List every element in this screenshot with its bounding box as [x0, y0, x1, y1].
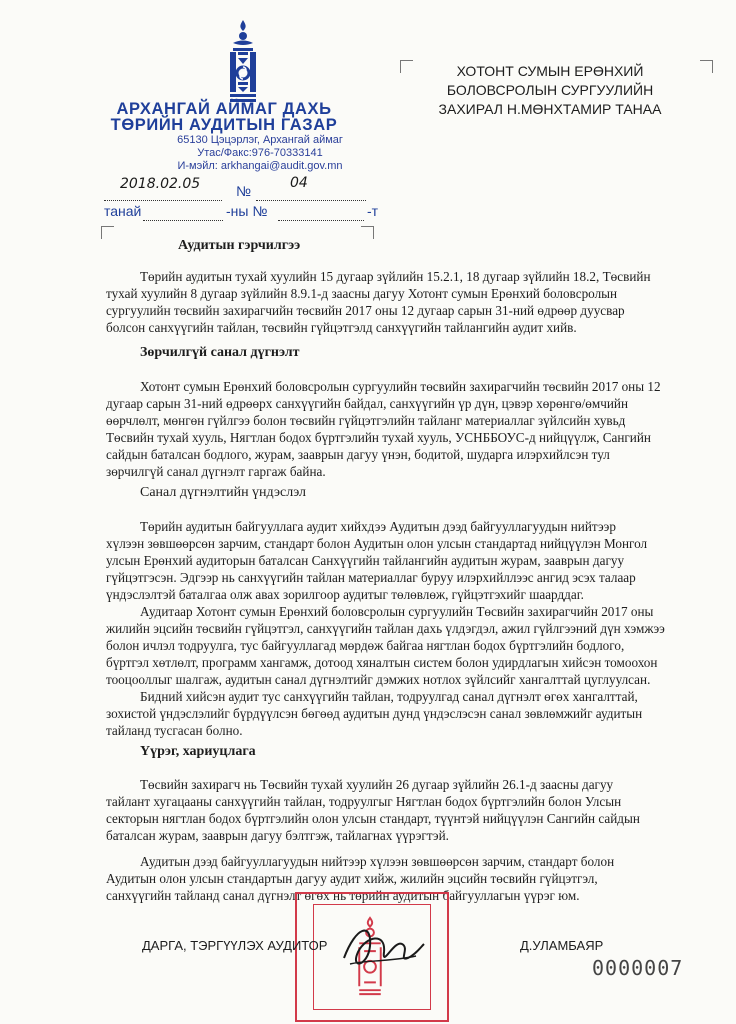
section2-heading: Санал дүгнэлтийн үндэслэл: [140, 485, 306, 500]
section3-heading: Үүрэг, хариуцлага: [140, 744, 256, 759]
section3a-paragraph: [106, 776, 678, 844]
section2a-line: улсын Ерөнхий аудиторын баталсан Санхүүгийн тайлангийн аудитын журам, зааврын дагуу: [106, 553, 625, 568]
section1-line: сайдын баталсан бодлого, журам, зааврын дагуу үнэн, бодитой, шударга илэрхийлсэн тул: [106, 447, 610, 462]
signatory-position: ДАРГА, ТЭРГҮҮЛЭХ АУДИТОР: [142, 938, 328, 953]
ref-suffix: -т: [367, 203, 379, 219]
intro-line: Төрийн аудитын тухай хуулийн 15 дугаар зүйлийн 15.2.1, 18 дугаар зүйлийн 18.2, Төсвийн: [140, 269, 651, 284]
section2c-paragraph: [106, 688, 678, 739]
intro-line: болсон санхүүгийн тайлан, төсвийн гүйцэтгэлд санхүүгийн тайлангийн аудит хийв.: [106, 320, 577, 335]
section3b-line: Аудитын дээд байгууллагуудын нийтээр хүлээн зөвшөөрсөн зарчим, стандарт болон: [140, 854, 615, 869]
section2b-paragraph: [106, 603, 678, 688]
section2b-line: болон ичлэл тодруулга, тус байгууллагад мөрдөж байгаа нягтлан бодох бүртгэлийн бодлого,: [106, 638, 625, 653]
ref-your-label: танай: [104, 203, 142, 219]
recipient-line3: ЗАХИРАЛ Н.МӨНХТАМИР ТАНАА: [438, 101, 662, 117]
section3b-line: Аудитын олон улсын стандартын дагуу аудит хийж, жилийн эцсийн төсвийн гүйцэтгэл,: [106, 871, 598, 886]
intro-paragraph: [106, 268, 678, 336]
section2b-line: Аудитаар Хотонт сумын Ерөнхий боловсролын сургуулийн Төсвийн захирагчийн 2017 оны: [140, 604, 654, 619]
handwritten-signature: [336, 918, 428, 980]
section1-line: дугаар сарын 31-ний өдрөөрх санхүүгийн байдал, санхүүгийн үр дүн, цэвэр хөрөнгө/өмчийн: [106, 396, 629, 411]
section2b-line: жилийн эцсийн төсвийн гүйцэтгэл, санхүүгийн тайлан дахь үлдэгдэл, ажил гүйлгээний дүн хэмжээ: [106, 621, 665, 636]
section2a-line: гүйцэтгэсэн. Эдгээр нь санхүүгийн тайлан материаллаг буруу илэрхийллээс ангид эсэх талаар: [106, 570, 636, 585]
org-phone: Утас/Факс:976-70333141: [197, 147, 323, 159]
ref-number-label: -ны №: [226, 203, 268, 219]
signatory-name: Д.УЛАМБАЯР: [520, 938, 604, 953]
recipient-line1: ХОТОНТ СУМЫН ЕРӨНХИЙ: [456, 63, 644, 79]
section1-line: Хотонт сумын Ерөнхий боловсролын сургуулийн төсвийн захирагчийн төсвийн 2017 оны 12: [140, 379, 661, 394]
section1-heading: Зөрчилгүй санал дүгнэлт: [140, 345, 300, 360]
org-name-line2: ТӨРИЙН АУДИТЫН ГАЗАР: [110, 116, 338, 134]
section2a-line: хүлээн зөвшөөрсөн зарчим, стандарт болон Аудитын олон улсын стандартад нийцүүлэн Монгол: [106, 536, 648, 551]
recipient-line2: БОЛОВСРОЛЫН СУРГУУЛИЙН: [446, 82, 654, 98]
section2c-line: Бидний хийсэн аудит тус санхүүгийн тайлан, тодруулгад санал дүгнэлт өгөх хангалттай,: [140, 689, 638, 704]
section2c-line: тайланд тусгасан болно.: [106, 723, 243, 738]
soyombo-emblem-icon: [222, 18, 264, 104]
section2a-paragraph: [106, 518, 678, 603]
recipient-corner-right: [700, 60, 713, 73]
intro-line: тухай хуулийн 8 дугаар зүйлийн 8.9.1-д заасны дагуу Хотонт сумын Ерөнхий боловсролын: [106, 286, 618, 301]
handwritten-number: 04: [290, 175, 308, 191]
section1-line: Төсвийн тухай хууль, Нягтлан бодох бүртгэлийн тухай хууль, УСНББОУС-д нийцүүлж, Сангийн: [106, 430, 651, 445]
section1-paragraph: [106, 378, 678, 480]
letter-title: Аудитын гэрчилгээ: [178, 238, 301, 253]
org-name-line1: АРХАНГАЙ АЙМАГ ДАХЬ: [116, 100, 332, 118]
ref-your-date-underline: [143, 206, 223, 221]
section3a-line: секторын нягтлан бодох бүртгэлийн олон улсын стандарт, түүнтэй нийцүүлэн Сангийн сайдын: [106, 811, 640, 826]
section2c-line: зохистой үндэслэлийг бүрдүүлсэн бөгөөд аудитын дунд үндэслэсэн санал зөвлөмжийг аудитын: [106, 706, 643, 721]
section2a-line: Төрийн аудитын байгууллага аудит хийхдээ Аудитын дээд байгууллагуудын нийтээр: [140, 519, 616, 534]
org-address: 65130 Цэцэрлэг, Архангай аймаг: [177, 134, 343, 146]
number-underline: [256, 186, 366, 201]
section1-line: зөрчилгүй санал дүгнэлт гаргаж байна.: [106, 464, 326, 479]
section1-line: өөрчлөлт, мөнгөн гүйлгээ болон төсвийн гүйцэтгэлийн тайланг материаллаг зүйлсийн хувьд: [106, 413, 626, 428]
intro-line: сургуулийн төсвийн захирагчийн төсвийн 2017 оны 12 дугаар сарын 31-ний өдрөөр дуусвар: [106, 303, 625, 318]
number-sign: №: [236, 183, 252, 199]
section3a-line: баталсан журам, зааврын дагуу бэлтгэж, тайлагнах үүрэгтэй.: [106, 828, 449, 843]
section2a-line: үндэслэлтэй баталгаа олж авах зорилгоор аудитыг төлөвлөж, гүйцэтгэхийг шаарддаг.: [106, 587, 584, 602]
section2b-line: тооцооллыг шалгаж, аудитын санал дүгнэлтийг дэмжих нотлох зүйлсийг хангалттай цуглуулсан.: [106, 672, 651, 687]
section3a-line: тайлант хугацааны санхүүгийн тайлан, тодруулгыг Нягтлан бодох бүртгэлийн болон Улсын: [106, 794, 622, 809]
subject-corner-left: [101, 226, 114, 239]
org-email: И-мэйл: arkhangai@audit.gov.mn: [177, 160, 343, 172]
section3a-line: Төсвийн захирагч нь Төсвийн тухай хуулийн 26 дугаар зүйлийн 26.1-д заасны дагуу: [140, 777, 614, 792]
ref-your-number-underline: [278, 206, 364, 221]
section3b-line: санхүүгийн тайланд санал дүгнэлт өгөх нь төрийн аудитын байгууллагын үүрэг юм.: [106, 888, 580, 903]
handwritten-date: 2018.02.05: [120, 176, 201, 192]
section2b-line: бүртгэл хөтлөлт, программ хангамж, дотоод хяналтын систем болон удирдлагын хийсэн томоохон: [106, 655, 658, 670]
serial-number: 0000007: [592, 956, 684, 980]
subject-corner-right: [361, 226, 374, 239]
